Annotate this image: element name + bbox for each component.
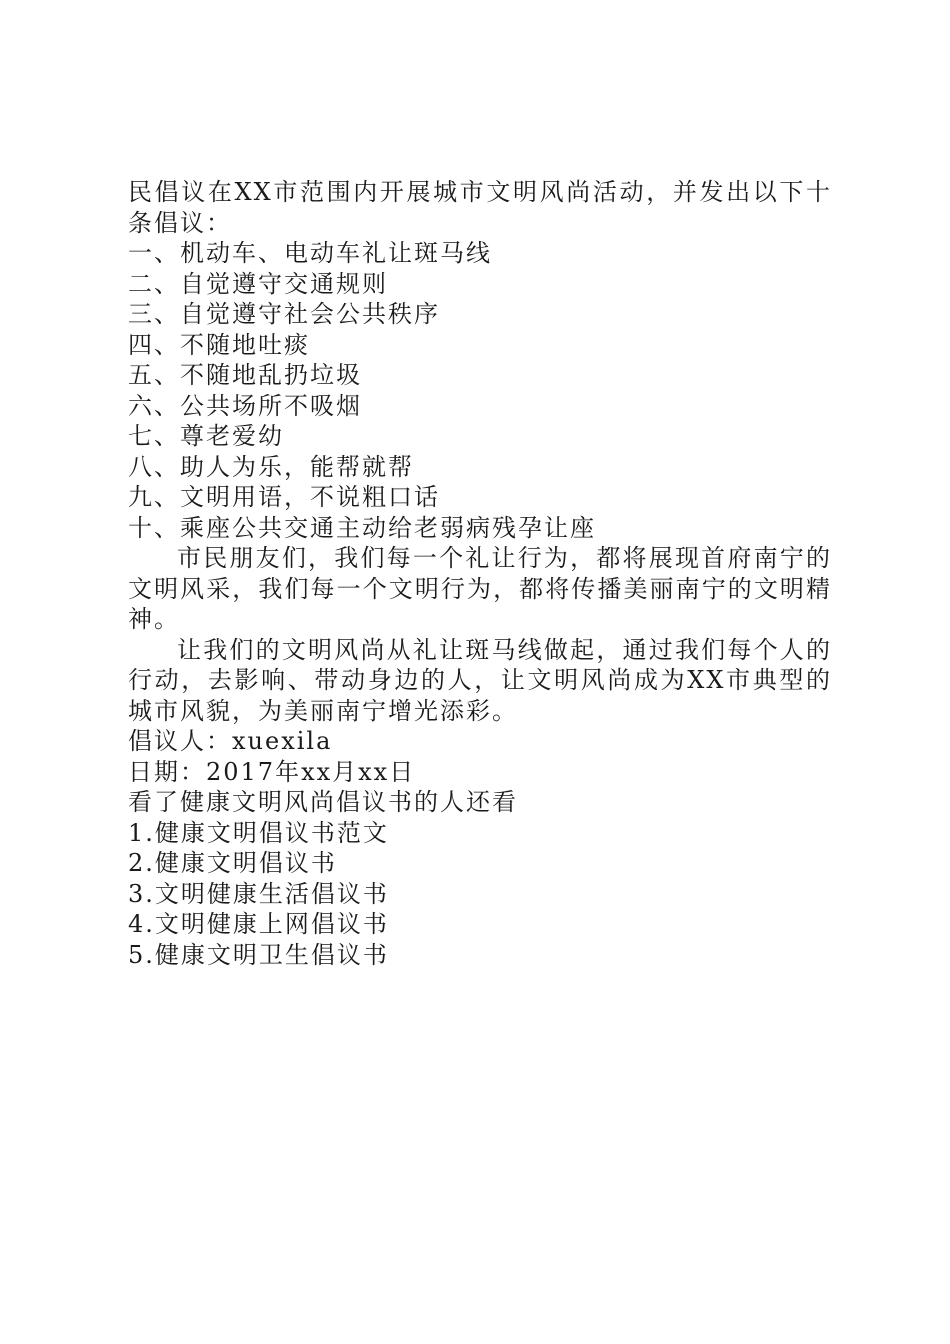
related-link-2[interactable]: 2.健康文明倡议书 [128,849,337,877]
body-paragraph-2: 让我们的文明风尚从礼让斑马线做起，通过我们每个人的行动，去影响、带动身边的人，让文明风尚成为XX市典型的城市风貌，为美丽南宁增光添彩。 [128,635,832,725]
proposal-item-5: 五、不随地乱扔垃圾 [128,361,362,389]
related-link-5[interactable]: 5.健康文明卫生倡议书 [128,940,389,969]
proposal-item-10: 十、乘座公共交通主动给老弱病残孕让座 [128,513,596,542]
proposal-item-4: 四、不随地吐痰 [128,330,310,359]
proposal-item-9: 九、文明用语，不说粗口话 [128,483,440,511]
proposal-item-6: 六、公共场所不吸烟 [128,391,362,420]
intro-paragraph: 民倡议在XX市范围内开展城市文明风尚活动，并发出以下十条倡议： [128,178,832,237]
related-link-3[interactable]: 3.文明健康生活倡议书 [128,879,389,908]
related-link-4[interactable]: 4.文明健康上网倡议书 [128,910,389,938]
body-paragraph-1: 市民朋友们，我们每一个礼让行为，都将展现首府南宁的文明风采，我们每一个文明行为，都将传播美丽南宁的文明精神。 [128,544,832,633]
related-link-1[interactable]: 1.健康文明倡议书范文 [128,818,389,847]
proposal-item-3: 三、自觉遵守社会公共秩序 [128,300,440,328]
proposal-item-1: 一、机动车、电动车礼让斑马线 [128,239,492,267]
proposal-item-8: 八、助人为乐，能帮就帮 [128,452,414,481]
document-body [128,177,832,970]
related-heading: 看了健康文明风尚倡议书的人还看 [128,788,518,816]
date-line: 日期：2017年xx月xx日 [128,757,416,786]
proposal-item-2: 二、自觉遵守交通规则 [128,269,388,298]
proposal-item-7: 七、尊老爱幼 [128,422,284,450]
proposer-line: 倡议人：xuexila [128,727,333,755]
